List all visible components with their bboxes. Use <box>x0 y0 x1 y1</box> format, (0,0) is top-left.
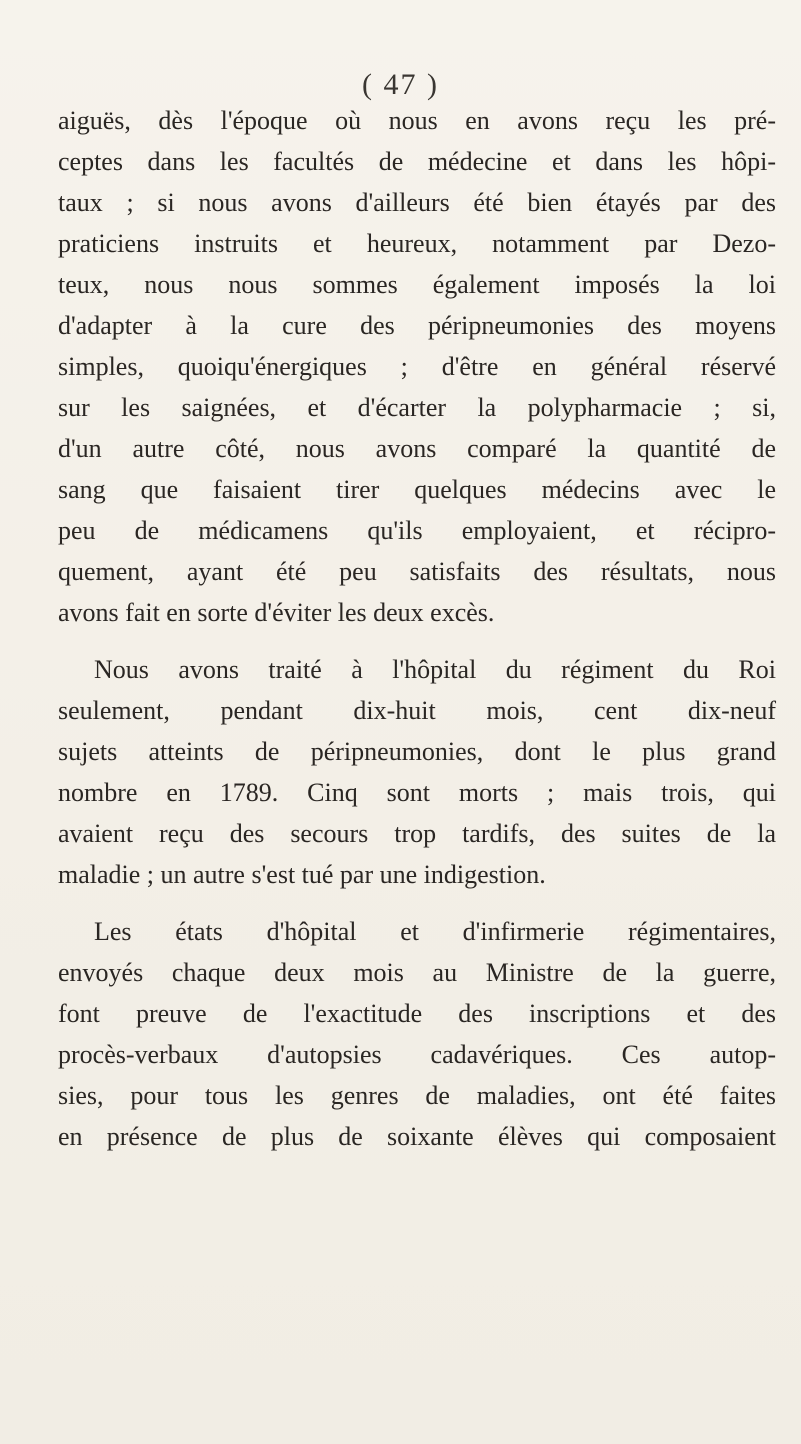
paragraph-1 <box>58 100 776 633</box>
text-line: seulement, pendant dix-huit mois, cent dix-neuf <box>58 696 776 725</box>
text-line: sur les saignées, et d'écarter la polypharmacie ; si, <box>58 393 776 422</box>
page-body <box>58 100 776 1157</box>
text-line: ceptes dans les facultés de médecine et dans les hôpi- <box>58 147 776 176</box>
text-line: quement, ayant été peu satisfaits des résultats, nous <box>58 557 776 586</box>
text-line: sang que faisaient tirer quelques médecins avec le <box>58 475 776 504</box>
text-line: maladie ; un autre s'est tué par une indigestion. <box>58 860 546 889</box>
text-line: avaient reçu des secours trop tardifs, des suites de la <box>58 819 776 848</box>
paragraph-3 <box>58 911 776 1157</box>
paragraph-2 <box>58 649 776 895</box>
text-line: praticiens instruits et heureux, notamment par Dezo- <box>58 229 776 258</box>
text-line: avons fait en sorte d'éviter les deux excès. <box>58 598 495 627</box>
text-line: simples, quoiqu'énergiques ; d'être en général réservé <box>58 352 776 381</box>
text-line: nombre en 1789. Cinq sont morts ; mais trois, qui <box>58 778 776 807</box>
text-line: taux ; si nous avons d'ailleurs été bien étayés par des <box>58 188 776 217</box>
text-line: envoyés chaque deux mois au Ministre de la guerre, <box>58 958 776 987</box>
text-line: d'un autre côté, nous avons comparé la quantité de <box>58 434 776 463</box>
text-line: en présence de plus de soixante élèves qui composaient <box>58 1122 776 1151</box>
text-line: aiguës, dès l'époque où nous en avons reçu les pré- <box>58 106 776 135</box>
text-line: procès-verbaux d'autopsies cadavériques. Ces autop- <box>58 1040 776 1069</box>
text-line: Nous avons traité à l'hôpital du régiment du Roi <box>94 655 776 684</box>
text-line: peu de médicamens qu'ils employaient, et récipro- <box>58 516 776 545</box>
text-line: d'adapter à la cure des péripneumonies des moyens <box>58 311 776 340</box>
text-line: Les états d'hôpital et d'infirmerie régimentaires, <box>94 917 776 946</box>
text-line: sies, pour tous les genres de maladies, ont été faites <box>58 1081 776 1110</box>
page-number: ( 47 ) <box>362 68 439 101</box>
text-line: teux, nous nous sommes également imposés la loi <box>58 270 776 299</box>
text-line: font preuve de l'exactitude des inscriptions et des <box>58 999 776 1028</box>
text-line: sujets atteints de péripneumonies, dont le plus grand <box>58 737 776 766</box>
